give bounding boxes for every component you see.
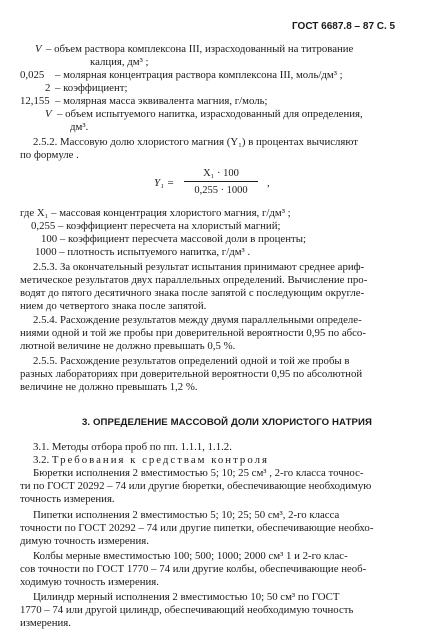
def-symbol: V (45, 108, 52, 120)
paragraph-line: величине не должно превышать 1,2 %. (20, 381, 198, 393)
body-line: Цилиндр мерный исполнения 2 вместимостью 10; 50 см³ по ГОСТ (33, 591, 340, 603)
section-title: 3. ОПРЕДЕЛЕНИЕ МАССОВОЙ ДОЛИ ХЛОРИСТОГО НАТРИЯ (82, 417, 373, 428)
subsection-heading (33, 454, 269, 467)
paragraph-line: 2.5.5. Расхождение результатов определений одной и той же пробы в (33, 355, 350, 367)
def-symbol: 2 (45, 82, 51, 94)
definition-line: 0,255 – коэффициент пересчета на хлористый магний; (31, 220, 281, 232)
body-line: точность измерения. (20, 493, 115, 505)
paragraph-line: нием до четвертого знака после запятой. (20, 300, 207, 312)
def-text: – объем раствора комплексона III, израсходованный на титрование (46, 43, 354, 55)
paragraph-line: разных лабораториях при доверительной вероятности 0,95 по абсолютной (20, 368, 363, 380)
definition-line: 1000 – плотность испытуемого напитка, г/дм³ . (35, 246, 251, 258)
def-text: калция, дм³ ; (90, 56, 149, 68)
def-text: – объем испытуемого напитка, израсходованный для определения, (57, 108, 363, 120)
body-line: Пипетки исполнения 2 вместимостью 5; 10; 25; 50 см³, 2-го класса (33, 509, 340, 521)
def-text: – коэффициент; (55, 82, 128, 94)
def-text: – молярная масса эквивалента магния, г/моль; (55, 95, 268, 107)
paragraph-line: 2.5.3. За окончательный результат испытания принимают среднее ариф- (33, 261, 365, 273)
paragraph-line: по формуле . (20, 149, 79, 161)
def-text: дм³. (70, 121, 89, 133)
definition-line: 100 – коэффициент пересчета массовой доли в проценты; (41, 233, 306, 245)
paragraph-line: 2.5.4. Расхождение результатов между двумя параллельными определе- (33, 314, 362, 326)
paragraph-line: метическое результатов двух параллельных определений. Вычисление про- (20, 274, 368, 286)
body-line: сов точности по ГОСТ 1770 – 74 или другие колбы, обеспечивающие необ- (20, 563, 367, 575)
formula-tail: , (267, 177, 270, 189)
def-symbol: 0,025 (20, 69, 45, 81)
formula-fraction (184, 167, 258, 197)
body-line: Бюретки исполнения 2 вместимостью 5; 10; 25 см³ , 2-го класса точнос- (33, 467, 364, 479)
def-text: – молярная концентрация раствора комплексона III, моль/дм³ ; (55, 69, 343, 81)
subsection-title: Требования к средствам контроля (51, 454, 269, 466)
body-line: ходимую точность измерения. (20, 576, 159, 588)
paragraph-line: 2.5.2. Массовую долю хлористого магния (Y₁) в процентах вычисляют (33, 136, 359, 148)
paragraph-line: лютной величине не должно превышать 0,5 %. (20, 340, 236, 352)
formula-lhs: Y₁ = (154, 177, 175, 189)
paragraph-line: 3.1. Методы отбора проб по пп. 1.1.1, 1.1.2. (33, 441, 232, 453)
paragraph-line: водят до пятого десятичного знака после запятой с последующим округле- (20, 287, 365, 299)
body-line: измерения. (20, 617, 71, 629)
paragraph-line: ниями одной и той же пробы при доверительной вероятности 0,95 по абсо- (20, 327, 366, 339)
body-line: 1770 – 74 или другой цилиндр, обеспечивающий необходимую точность (20, 604, 354, 616)
def-symbol: V (35, 43, 42, 55)
formula-numerator: X₁ · 100 (203, 168, 239, 179)
def-symbol: 12,155 (20, 95, 50, 107)
formula-denominator: 0,255 · 1000 (194, 185, 248, 196)
definition-line: где X₁ – массовая концентрация хлористого магния, г/дм³ ; (20, 207, 291, 219)
subsection-number: 3.2. (33, 454, 50, 466)
body-line: Колбы мерные вместимостью 100; 500; 1000; 2000 см³ 1 и 2-го клас- (33, 550, 348, 562)
running-head: ГОСТ 6687.8 – 87 С. 5 (292, 21, 396, 32)
body-line: димую точность измерения. (20, 535, 149, 547)
fraction-bar (184, 181, 258, 182)
body-line: точности по ГОСТ 20292 – 74 или другие пипетки, обеспечивающие необхо- (20, 522, 374, 534)
body-line: ти по ГОСТ 20292 – 74 или другие бюретки, обеспечивающие необходимую (20, 480, 372, 492)
